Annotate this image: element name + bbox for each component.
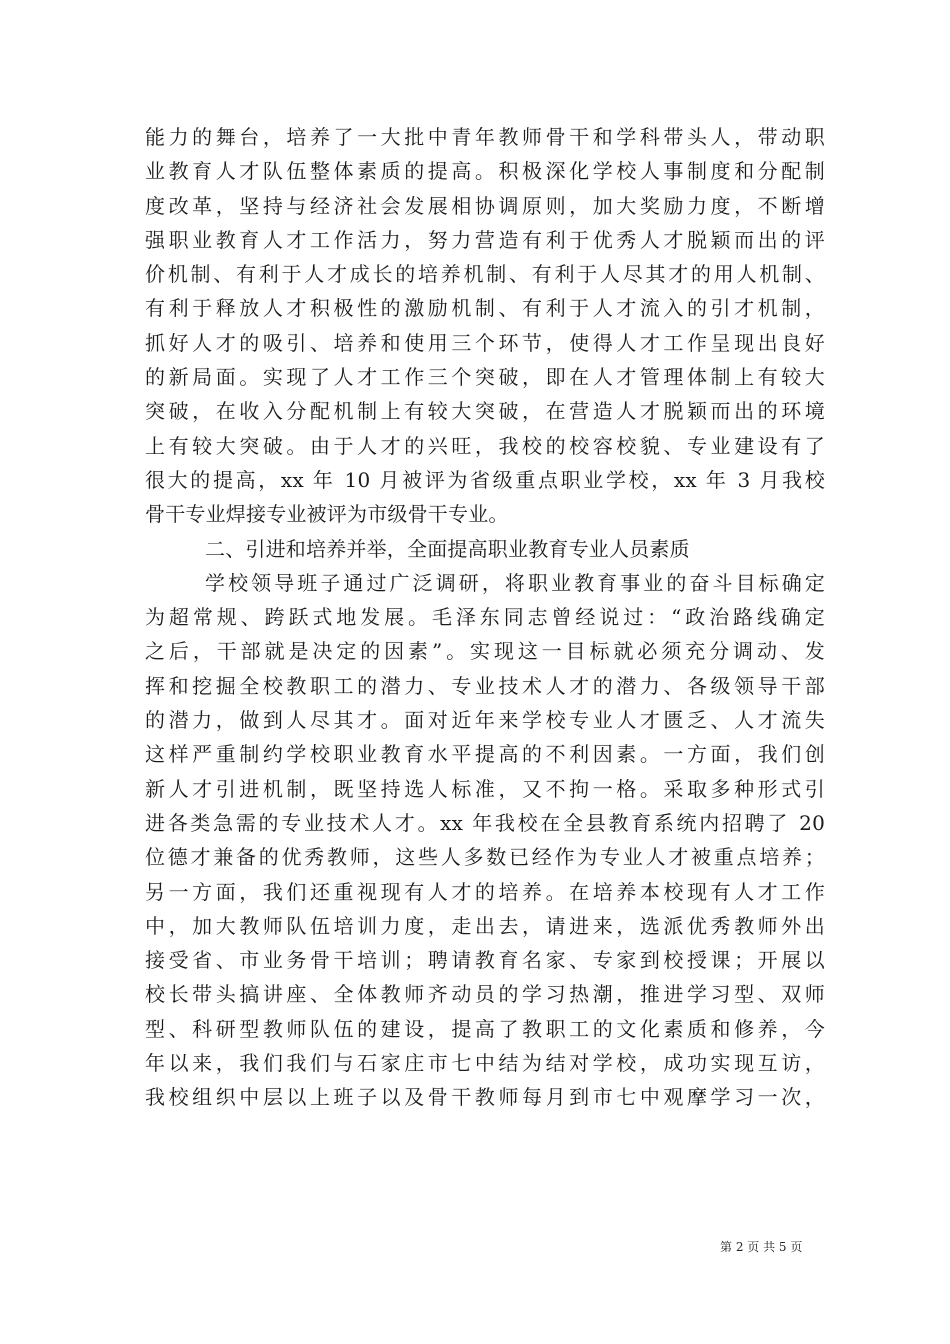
text-line: 学校领导班子通过广泛调研，将职业教育事业的奋斗目标确定 [205, 570, 825, 595]
text-line: 中，加大教师队伍培训力度，走出去，请进来，选派优秀教师外出 [145, 913, 825, 938]
text-line: 为超常规、跨跃式地发展。毛泽东同志曾经说过：“政治路线确定 [145, 605, 825, 630]
text-line: 这样严重制约学校职业教育水平提高的不利因素。一方面，我们创 [145, 742, 825, 767]
text-line: 挥和挖掘全校教职工的潜力、专业技术人才的潜力、各级领导干部 [145, 673, 825, 698]
text-line: 校长带头搞讲座、全体教师齐动员的学习热潮，推进学习型、双师 [145, 982, 825, 1007]
section-heading: 二、引进和培养并举，全面提高职业教育专业人员素质 [205, 536, 690, 561]
text-line: 上有较大突破。由于人才的兴旺，我校的校容校貌、专业建设有了 [145, 433, 825, 458]
text-line: 抓好人才的吸引、培养和使用三个环节，使得人才工作呈现出良好 [145, 330, 825, 355]
text-line: 骨干专业焊接专业被评为市级骨干专业。 [145, 502, 509, 527]
text-line: 的新局面。实现了人才工作三个突破，即在人才管理体制上有较大 [145, 365, 825, 390]
text-line: 之后，干部就是决定的因素”。实现这一目标就必须充分调动、发 [145, 639, 825, 664]
text-line: 位德才兼备的优秀教师，这些人多数已经作为专业人才被重点培养； [145, 845, 825, 870]
text-line: 有利于释放人才积极性的激励机制、有利于人才流入的引才机制， [145, 296, 825, 321]
text-line: 新人才引进机制，既坚持选人标准，又不拘一格。采取多种形式引 [145, 776, 825, 801]
text-line: 进各类急需的专业技术人才。xx 年我校在全县教育系统内招聘了 20 [145, 810, 825, 835]
text-line: 强职业教育人才工作活力，努力营造有利于优秀人才脱颖而出的评 [145, 227, 825, 252]
text-line: 型、科研型教师队伍的建设，提高了教职工的文化素质和修养，今 [145, 1016, 825, 1041]
document-body [145, 120, 825, 1115]
text-line: 另一方面，我们还重视现有人才的培养。在培养本校现有人才工作 [145, 879, 825, 904]
page-number-footer: 第 2 页 共 5 页 [720, 1240, 803, 1254]
text-line: 的潜力，做到人尽其才。面对近年来学校专业人才匮乏、人才流失 [145, 708, 825, 733]
text-line: 年以来，我们我们与石家庄市七中结为结对学校，成功实现互访， [145, 1051, 825, 1076]
text-line: 度改革，坚持与经济社会发展相协调原则，加大奖励力度，不断增 [145, 193, 825, 218]
text-line: 业教育人才队伍整体素质的提高。积极深化学校人事制度和分配制 [145, 159, 825, 184]
text-line: 接受省、市业务骨干培训；聘请教育名家、专家到校授课；开展以 [145, 948, 825, 973]
text-line: 我校组织中层以上班子以及骨干教师每月到市七中观摩学习一次， [145, 1085, 825, 1110]
text-line: 很大的提高，xx 年 10 月被评为省级重点职业学校，xx 年 3 月我校 [145, 467, 825, 492]
text-line: 能力的舞台，培养了一大批中青年教师骨干和学科带头人，带动职 [145, 125, 825, 149]
text-line: 突破，在收入分配机制上有较大突破，在营造人才脱颖而出的环境 [145, 399, 825, 424]
text-line: 价机制、有利于人才成长的培养机制、有利于人尽其才的用人机制、 [145, 262, 825, 287]
